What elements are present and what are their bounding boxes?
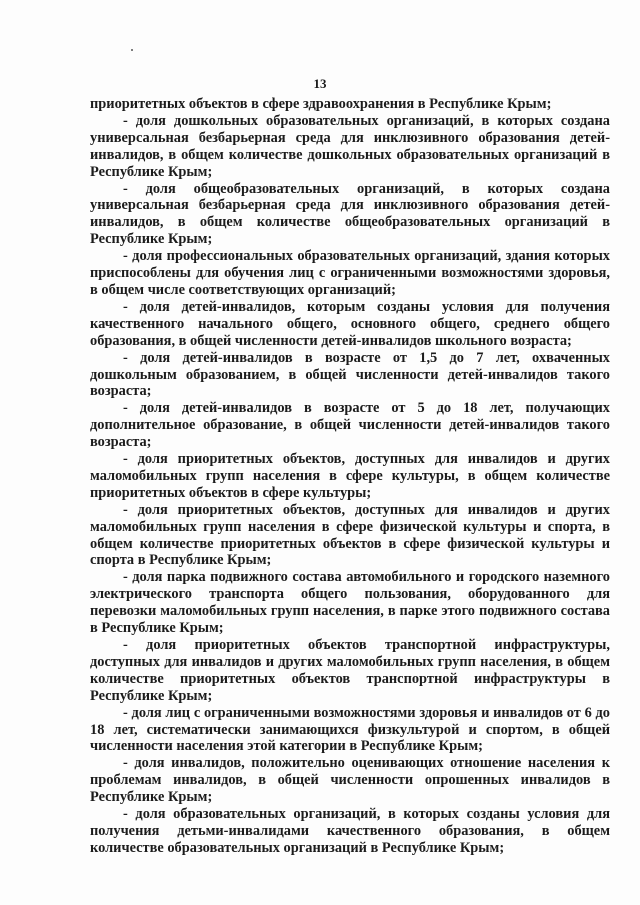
paragraph-continuation: приоритетных объектов в сфере здравоохранения в Республике Крым; bbox=[90, 96, 552, 112]
list-item: - доля парка подвижного состава автомобильного и городского наземного электрического транспорта общего пользования, оборудованного для перевозки маломобильных групп населения, в парке этого подвижного состава в Республике Крым; bbox=[90, 569, 610, 637]
list-item: - доля детей-инвалидов в возрасте от 5 до 18 лет, получающих дополнительное образование, в общей численности детей-инвалидов такого возраста; bbox=[90, 400, 610, 451]
list-item: - доля общеобразовательных организаций, в которых создана универсальная безбарьерная среда для инклюзивного образования детей-инвалидов, в общем количестве общеобразовательных организаций в Республике Крым; bbox=[90, 180, 610, 248]
list-item: - доля лиц с ограниченными возможностями здоровья и инвалидов от 6 до 18 лет, систематически занимающихся физкультурой и спортом, в общей численности населения этой категории в Республике Крым; bbox=[90, 704, 610, 755]
list-item: - доля профессиональных образовательных организаций, здания которых приспособлены для обучения лиц с ограниченными возможностями здоровья, в общем числе соответствующих организаций; bbox=[90, 248, 610, 298]
list-item: - доля приоритетных объектов, доступных для инвалидов и других маломобильных групп населения в сфере культуры, в общем количестве приоритетных объектов в сфере культуры; bbox=[90, 451, 610, 501]
document-body bbox=[90, 96, 610, 857]
list-item: - доля детей-инвалидов, которым созданы условия для получения качественного начального общего, основного общего, среднего общего образования, в общей численности детей-инвалидов школьного возраста; bbox=[90, 298, 610, 349]
list-item: - доля образовательных организаций, в которых созданы условия для получения детьми-инвалидами качественного образования, в общем количестве образовательных организаций в Республике Крым; bbox=[90, 806, 610, 856]
list-item: - доля инвалидов, положительно оценивающих отношение населения к проблемам инвалидов, в общей численности опрошенных инвалидов в Республике Крым; bbox=[90, 755, 610, 806]
page-number: 13 bbox=[313, 76, 327, 91]
list-item: - доля детей-инвалидов в возрасте от 1,5 до 7 лет, охваченных дошкольным образованием, в общей численности детей-инвалидов такого возраста; bbox=[90, 349, 610, 400]
scan-speck bbox=[131, 49, 133, 51]
list-item: - доля приоритетных объектов транспортной инфраструктуры, доступных для инвалидов и других маломобильных групп населения, в общем количестве приоритетных объектов транспортной инфраструктуры в Республике Крым; bbox=[90, 637, 610, 704]
list-item: - доля приоритетных объектов, доступных для инвалидов и других маломобильных групп населения в сфере физической культуры и спорта, в общем количестве приоритетных объектов в сфере физической культуры и спорта в Республике Крым; bbox=[90, 501, 610, 569]
list-item: - доля дошкольных образовательных организаций, в которых создана универсальная безбарьерная среда для инклюзивного образования детей-инвалидов, в общем количестве дошкольных образовательных организаций в Республике Крым; bbox=[90, 112, 610, 180]
